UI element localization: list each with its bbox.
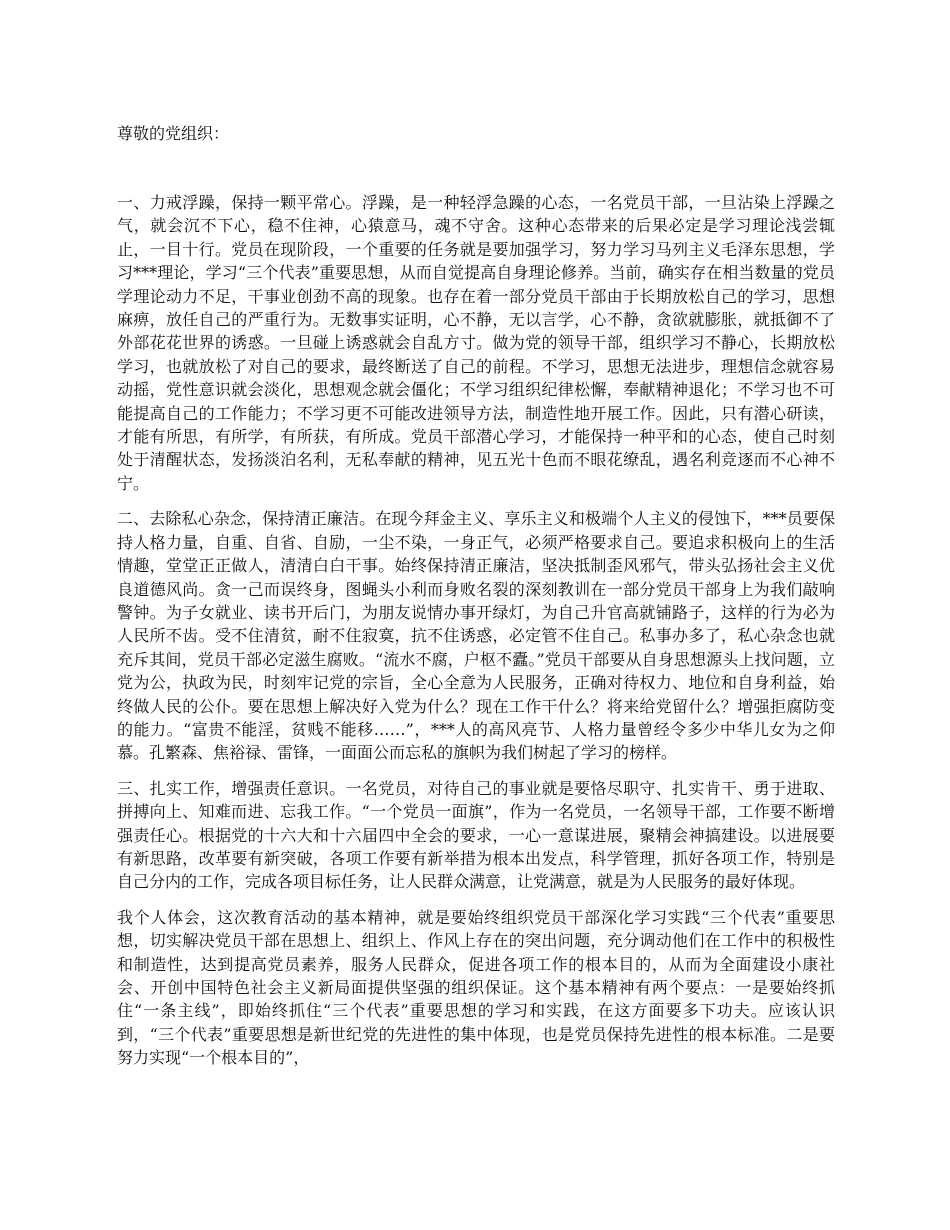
paragraph-2: 二、去除私心杂念，保持清正廉洁。在现今拜金主义、享乐主义和极端个人主义的侵蚀下，***员要保持人格力量，自重、自省、自励，一尘不染，一身正气，必须严格要求自己。要追求积极向上的生活情趣，堂堂正正做人，清清白白干事。始终保持清正廉洁，坚决抵制歪风邪气，带头弘扬社会主义优良道德风尚。贪一己而误终身，图蝇头小利而身败名裂的深刻教训在一部分党员干部身上为我们敲响警钟。为子女就业、读书开后门，为朋友说情办事开绿灯，为自己升官高就铺路子，这样的行为必为人民所不齿。受不住清贫，耐不住寂寞，抗不住诱惑，必定管不住自己。私事办多了，私心杂念也就充斥其间，党员干部必定滋生腐败。“流水不腐，户枢不蠹。”党员干部要从自身思想源头上找问题，立党为公，执政为民，时刻牢记党的宗旨，全心全意为人民服务，正确对待权力、地位和自身利益，始终做人民的公仆。要在思想上解决好入党为什么？现在工作干什么？将来给党留什么？增强拒腐防变的能力。“富贵不能淫，贫贱不能移……”，***人的高风亮节、人格力量曾经令多少中华儿女为之仰慕。孔繁森、焦裕禄、雷锋，一面面公而忘私的旗帜为我们树起了学习的榜样。 [117, 509, 835, 763]
paragraph-3: 三、扎实工作，增强责任意识。一名党员，对待自己的事业就是要恪尽职守、扎实肯干、勇于进取、拼搏向上、知难而进、忘我工作。“一个党员一面旗”，作为一名党员，一名领导干部，工作要不断增强责任心。根据党的十六大和十六届四中全会的要求，一心一意谋进展，聚精会神搞建设。以进展要有新思路，改革要有新突破，各项工作要有新举措为根本出发点，科学管理，抓好各项工作，特别是自己分内的工作，完成各项目标任务，让人民群众满意，让党满意，就是为人民服务的最好体现。 [117, 778, 835, 892]
paragraph-4: 我个人体会，这次教育活动的基本精神，就是要始终组织党员干部深化学习实践“三个代表”重要思想，切实解决党员干部在思想上、组织上、作风上存在的突出问题，充分调动他们在工作中的积极性和制造性，达到提高党员素养，服务人民群众，促进各项工作的根本目的，从而为全面建设小康社会、开创中国特色社会主义新局面提供坚强的组织保证。这个基本精神有两个要点：一是要始终抓住“一条主线”，即始终抓住“三个代表”重要思想的学习和实践，在这方面要多下功夫。应该认识到，“三个代表”重要思想是新世纪党的先进性的集中体现，也是党员保持先进性的根本标准。二是要努力实现“一个根本目的”， [117, 907, 835, 1068]
document-body [117, 122, 835, 1070]
paragraph-1: 一、力戒浮躁，保持一颗平常心。浮躁，是一种轻浮急躁的心态，一名党员干部，一旦沾染上浮躁之气，就会沉不下心，稳不住神，心猿意马，魂不守舍。这种心态带来的后果必定是学习理论浅尝辄止，一目十行。党员在现阶段，一个重要的任务就是要加强学习，努力学习马列主义毛泽东思想，学习***理论，学习“三个代表”重要思想，从而自觉提高自身理论修养。当前，确实存在相当数量的党员学理论动力不足，干事业创劲不高的现象。也存在着一部分党员干部由于长期放松自己的学习，思想麻痹，放任自己的严重行为。无数事实证明，心不静，无以言学，心不静，贪欲就膨胀，就抵御不了外部花花世界的诱惑。一旦碰上诱惑就会自乱方寸。做为党的领导干部，组织学习不静心，长期放松学习，也就放松了对自己的要求，最终断送了自己的前程。不学习，思想无法进步，理想信念就容易动摇，党性意识就会淡化，思想观念就会僵化；不学习组织纪律松懈，奉献精神退化；不学习也不可能提高自己的工作能力；不学习更不可能改进领导方法，制造性地开展工作。因此，只有潜心研读，才能有所思，有所学，有所获，有所成。党员干部潜心学习，才能保持一种平和的心态，使自己时刻处于清醒状态，发扬淡泊名利，无私奉献的精神，见五光十色而不眼花缭乱，遇名利竞逐而不心神不宁。 [117, 193, 835, 493]
salutation: 尊敬的党组织： [117, 124, 230, 143]
